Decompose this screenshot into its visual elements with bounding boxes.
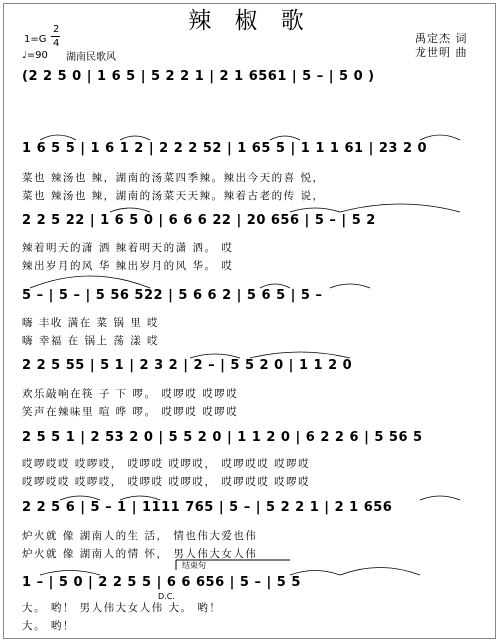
slur (340, 568, 420, 576)
style-mark: 湖南民歌风 (66, 52, 116, 63)
slur (270, 136, 300, 140)
notes-row-4: 5 – | 5 – | 5 56 522 | 5 6 6 2 | 5 6 5 | 5 – (22, 288, 323, 303)
slur (110, 208, 150, 212)
lyrics-row-6-verse-2: 哎啰哎哎 哎啰哎， 哎啰哎 哎啰哎， 哎啰哎哎 哎啰哎 (22, 476, 311, 488)
time-sig-numerator: 2 (53, 24, 60, 35)
lyrics-row-3-verse-1: 辣着明天的潇 洒 辣着明天的潇 洒。 哎 (22, 242, 234, 254)
notes-row-8: 1 – | 5 0 | 2 2 5 5 | 6 6 656 | 5 – | 5 5 (22, 575, 301, 590)
slur (190, 354, 240, 358)
lyrics-row-4-verse-1: 嗨 丰收 满在 菜 锅 里 哎 (22, 317, 160, 329)
lyrics-row-4-verse-2: 嗨 幸福 在 锅上 荡 漾 哎 (22, 335, 160, 347)
lyrics-row-2-verse-2: 菜也 辣汤也 辣，湖南的汤菜天天辣。辣着古老的传 说， (22, 190, 325, 202)
slur (420, 496, 460, 500)
notes-row-3: 2 2 5 22 | 1 6 5 0 | 6 6 6 22 | 20 656 | 5 – | 5 2 (22, 213, 376, 228)
slur (40, 135, 76, 140)
slur (30, 276, 150, 288)
slur (260, 284, 290, 288)
slur (40, 571, 100, 576)
key-signature: 1=G (24, 34, 47, 45)
notes-row-2: 1 6 5 5 | 1 6 1 2 | 2 2 2 52 | 1 65 5 | 1 1 1 61 | 23 2 0 (22, 141, 428, 156)
lyricist-credit: 禹定杰 词 (415, 32, 468, 45)
lyrics-row-7-verse-1: 炉火就 像 湖南人的生 活， 情也伟大爱也伟 (22, 530, 258, 542)
time-sig-denominator: 4 (53, 38, 60, 49)
lyrics-row-8-verse-2: 大。 哟！ (22, 620, 75, 632)
lyrics-row-8-verse-1: 大。 哟！ 男人伟大女人伟 大。 哟！ (22, 602, 222, 614)
lyrics-row-6-verse-1: 哎啰哎哎 哎啰哎， 哎啰哎 哎啰哎， 哎啰哎哎 哎啰哎 (22, 458, 311, 470)
ending-label: 结束句 (182, 561, 206, 570)
song-title: 辣 椒 歌 (188, 8, 312, 34)
notes-row-5: 2 2 5 55 | 5 1 | 2 3 2 | 2 – | 5 5 2 0 | 1 1 2 0 (22, 358, 353, 373)
slur (340, 204, 460, 212)
dc-mark: D.C. (158, 592, 175, 601)
notes-row-6: 2 5 5 1 | 2 53 2 0 | 5 5 2 0 | 1 1 2 0 | 6 2 2 6 | 5 56 5 (22, 430, 423, 445)
notes-row-1: (2 2 5 0 | 1 6 5 | 5 2 2 1 | 2 1 6561 | 5 – | 5 0 ) (22, 69, 375, 84)
lyrics-row-5-verse-2: 笑声在辣味里 喧 哗 啰。 哎啰哎 哎啰哎 (22, 406, 239, 418)
slur (420, 135, 460, 140)
lyrics-row-5-verse-1: 欢乐敲响在筷 子 下 啰。 哎啰哎 哎啰哎 (22, 388, 239, 400)
slur (330, 284, 370, 288)
lyrics-row-2-verse-1: 菜也 辣汤也 辣，湖南的汤菜四季辣。辣出今天的喜 悦， (22, 172, 325, 184)
slur (120, 136, 150, 140)
lyrics-row-7-verse-2: 炉火就 像 湖南人的情 怀， 男人伟大女人伟 (22, 548, 258, 560)
composer-credit: 龙世明 曲 (415, 46, 468, 59)
slur (120, 496, 160, 500)
tempo-mark: ♩=90 (22, 50, 48, 61)
slur (60, 496, 100, 500)
slur (290, 571, 340, 576)
notes-row-7: 2 2 5 6 | 5 – 1 | 1111 765 | 5 – | 5 2 2 1 | 2 1 656 (22, 500, 393, 515)
lyrics-row-3-verse-2: 辣出岁月的风 华 辣出岁月的风 华。 哎 (22, 260, 234, 272)
slur (250, 352, 350, 358)
slur (290, 208, 340, 212)
